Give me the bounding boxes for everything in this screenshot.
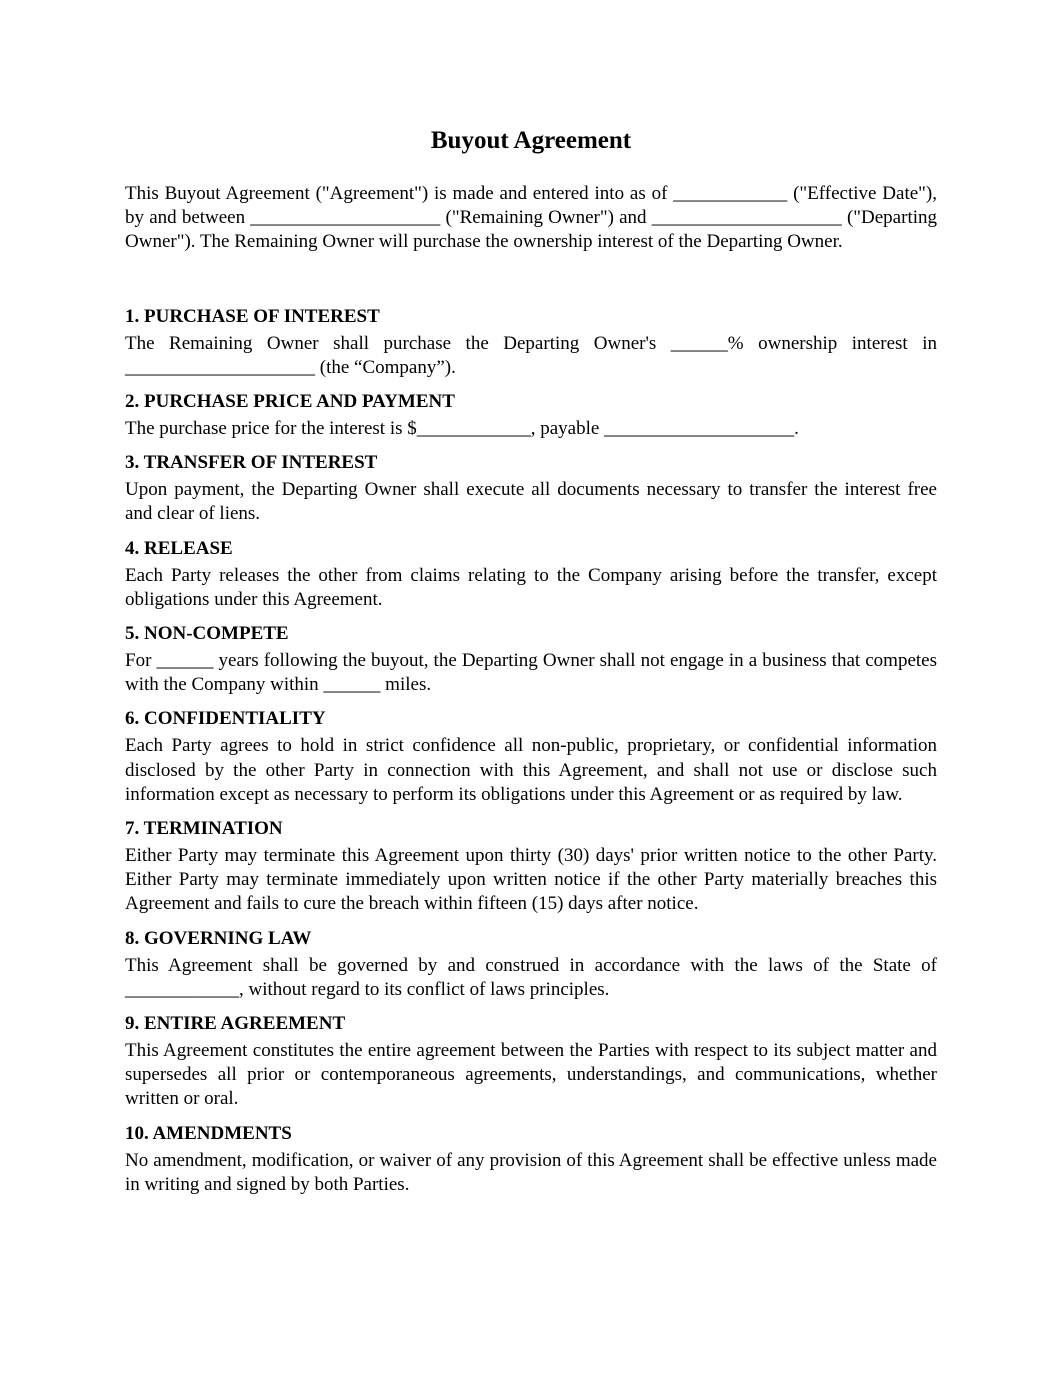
section-body: This Agreement shall be governed by and construed in accordance with the laws of the State of ____________, without regard to its conflict of laws principles. [125, 954, 937, 1000]
section-body: The purchase price for the interest is $____________, payable ____________________. [125, 418, 799, 440]
section-non-compete [125, 622, 937, 697]
section-heading: 9. ENTIRE AGREEMENT [125, 1013, 346, 1035]
section-amendments [125, 1122, 937, 1197]
section-body: This Agreement constitutes the entire agreement between the Parties with respect to its subject matter and supersedes all prior or contemporaneous agreements, understandings, and communications, whether written or oral. [125, 1040, 937, 1110]
section-heading: 7. TERMINATION [125, 818, 283, 840]
section-heading: 3. TRANSFER OF INTEREST [125, 452, 378, 474]
section-body: No amendment, modification, or waiver of any provision of this Agreement shall be effective unless made in writing and signed by both Parties. [125, 1149, 937, 1195]
document-title: Buyout Agreement [430, 127, 632, 154]
section-transfer-of-interest [125, 451, 937, 526]
document-page [125, 122, 937, 1207]
section-heading: 8. GOVERNING LAW [125, 927, 312, 949]
section-release [125, 537, 937, 612]
section-body: For ______ years following the buyout, the Departing Owner shall not engage in a business that competes with the Company within ______ miles. [125, 650, 937, 696]
section-body: The Remaining Owner shall purchase the Departing Owner's ______% ownership interest in ____________________ (the “Company”). [125, 332, 937, 378]
section-heading: 2. PURCHASE PRICE AND PAYMENT [125, 391, 455, 413]
section-heading: 4. RELEASE [125, 537, 233, 559]
section-body: Each Party agrees to hold in strict confidence all non-public, proprietary, or confidential information disclosed by the other Party in connection with this Agreement, and shall not use or disclose such information except as necessary to perform its obligations under this Agreement or as required by law. [125, 735, 937, 805]
section-confidentiality [125, 707, 937, 807]
section-body: Either Party may terminate this Agreement upon thirty (30) days' prior written notice to the other Party. Either Party may terminate immediately upon written notice if the other Party materially breaches this Agreement and fails to cure the breach within fifteen (15) days after notice. [125, 845, 937, 915]
section-entire-agreement [125, 1012, 937, 1112]
intro-paragraph: This Buyout Agreement ("Agreement") is made and entered into as of ____________ ("Effective Date"), by and between ____________________ ("Remaining Owner") and ____________________ ("Departing Owner"). The Remaining Owner will purchase the ownership interest of the Departing Owner. [125, 183, 937, 253]
section-heading: 1. PURCHASE OF INTEREST [125, 305, 380, 327]
section-body: Each Party releases the other from claims relating to the Company arising before the transfer, except obligations under this Agreement. [125, 564, 937, 610]
section-purchase-price-and-payment [125, 390, 937, 441]
section-heading: 6. CONFIDENTIALITY [125, 708, 326, 730]
section-purchase-of-interest [125, 305, 937, 380]
section-governing-law [125, 927, 937, 1002]
section-heading: 10. AMENDMENTS [125, 1122, 292, 1144]
section-termination [125, 817, 937, 917]
section-body: Upon payment, the Departing Owner shall execute all documents necessary to transfer the interest free and clear of liens. [125, 479, 937, 525]
section-heading: 5. NON-COMPETE [125, 623, 289, 645]
